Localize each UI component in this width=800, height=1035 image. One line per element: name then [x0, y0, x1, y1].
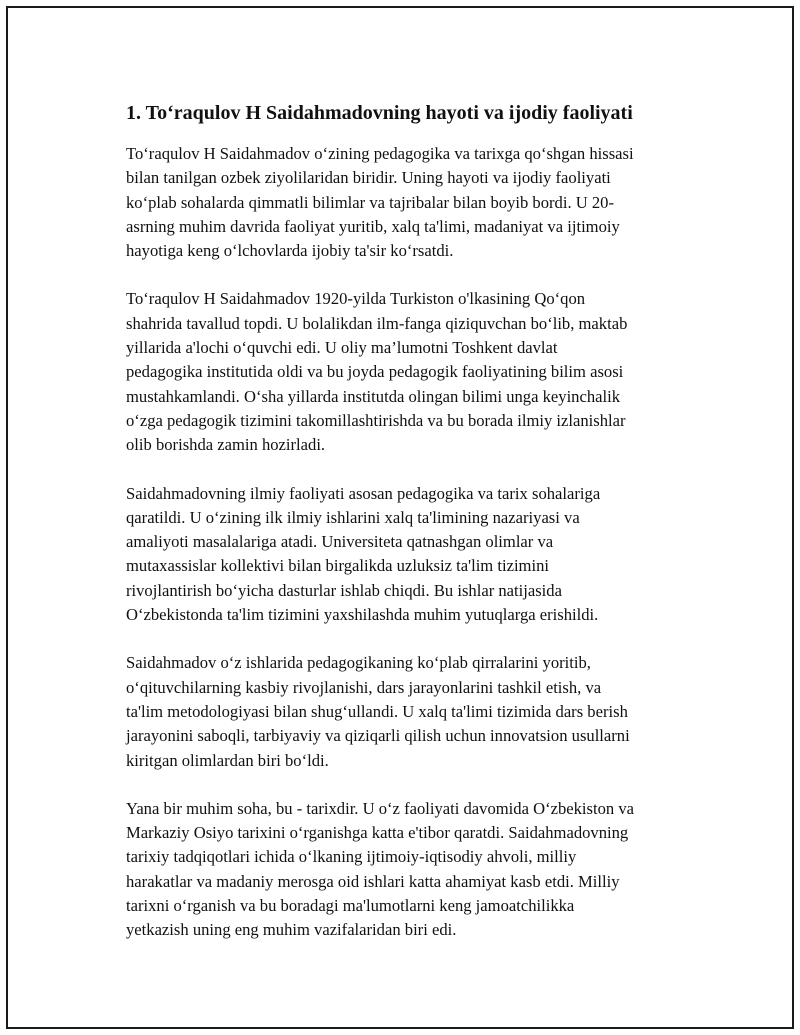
- text-line: shahrida tavallud topdi. U bolalikdan ilm-fanga qiziquvchan bo‘lib, maktab: [126, 313, 628, 333]
- paragraph-1: [126, 142, 696, 263]
- page-frame: [6, 6, 794, 1029]
- text-line: o‘zga pedagogik tizimini takomillashtirishda va bu borada ilmiy izlanishlar: [126, 410, 626, 430]
- text-line: Saidahmadov o‘z ishlarida pedagogikaning ko‘plab qirralarini yoritib,: [126, 653, 591, 673]
- text-line: tarixiy tadqiqotlari ichida o‘lkaning ijtimoiy-iqtisodiy ahvoli, milliy: [126, 847, 577, 867]
- paragraph-3: [126, 482, 696, 628]
- text-line: hayotiga keng o‘lchovlarda ijobiy ta'sir ko‘rsatdi.: [126, 241, 454, 261]
- text-line: jarayonini saboqli, tarbiyaviy va qiziqarli qilish uchun innovatsion usullarni: [126, 726, 630, 746]
- paragraph-4: [126, 651, 696, 772]
- text-line: bilan tanilgan ozbek ziyolilaridan biridir. Uning hayoti va ijodiy faoliyati: [126, 168, 611, 188]
- text-line: Saidahmadovning ilmiy faoliyati asosan pedagogika va tarix sohalariga: [126, 483, 601, 503]
- paragraph-2: [126, 287, 696, 457]
- text-line: amaliyoti masalalariga atadi. Universiteta qatnashgan olimlar va: [126, 532, 554, 552]
- document-body: [126, 100, 696, 967]
- text-line: asrning muhim davrida faoliyat yuritib, xalq ta'limi, madaniyat va ijtimoiy: [126, 216, 620, 236]
- text-line: mustahkamlandi. O‘sha yillarda institutda olingan bilimi unga keyinchalik: [126, 386, 621, 406]
- text-line: kiritgan olimlardan biri bo‘ldi.: [126, 750, 329, 770]
- text-line: o‘qituvchilarning kasbiy rivojlanishi, dars jarayonlarini tashkil etish, va: [126, 677, 602, 697]
- text-line: rivojlantirish bo‘yicha dasturlar ishlab chiqdi. Bu ishlar natijasida: [126, 580, 562, 600]
- text-line: tarixni o‘rganish va bu boradagi ma'lumotlarni keng jamoatchilikka: [126, 896, 575, 916]
- text-line: pedagogika institutida oldi va bu joyda pedagogik faoliyatining bilim asosi: [126, 362, 624, 382]
- text-line: harakatlar va madaniy merosga oid ishlari katta ahamiyat kasb etdi. Milliy: [126, 871, 620, 891]
- text-line: To‘raqulov H Saidahmadov 1920-yilda Turkiston o'lkasining Qo‘qon: [126, 289, 586, 309]
- text-line: Markaziy Osiyo tarixini o‘rganishga katta e'tibor qaratdi. Saidahmadovning: [126, 823, 629, 843]
- text-line: olib borishda zamin hozirladi.: [126, 435, 326, 455]
- text-line: yillarida a'lochi o‘quvchi edi. U oliy ma’lumotni Toshkent davlat: [126, 338, 558, 358]
- text-line: To‘raqulov H Saidahmadov o‘zining pedagogika va tarixga qo‘shgan hissasi: [126, 144, 634, 163]
- text-line: mutaxassislar kollektivi bilan birgalikda uzluksiz ta'lim tizimini: [126, 556, 549, 576]
- text-line: ko‘plab sohalarda qimmatli bilimlar va tajribalar bilan boyib bordi. U 20-: [126, 192, 615, 212]
- text-line: O‘zbekistonda ta'lim tizimini yaxshilashda muhim yutuqlarga erishildi.: [126, 605, 599, 625]
- text-line: ta'lim metodologiyasi bilan shug‘ullandi. U xalq ta'limi tizimida dars berish: [126, 701, 628, 721]
- document-title: 1. To‘raqulov H Saidahmadovning hayoti va ijodiy faoliyati: [126, 102, 633, 124]
- text-line: yetkazish uning eng muhim vazifalaridan biri edi.: [126, 920, 457, 940]
- paragraph-5: [126, 797, 696, 943]
- text-line: qaratildi. U o‘zining ilk ilmiy ishlarini xalq ta'limining nazariyasi va: [126, 507, 580, 527]
- text-line: Yana bir muhim soha, bu - tarixdir. U o‘z faoliyati davomida O‘zbekiston va: [126, 798, 635, 818]
